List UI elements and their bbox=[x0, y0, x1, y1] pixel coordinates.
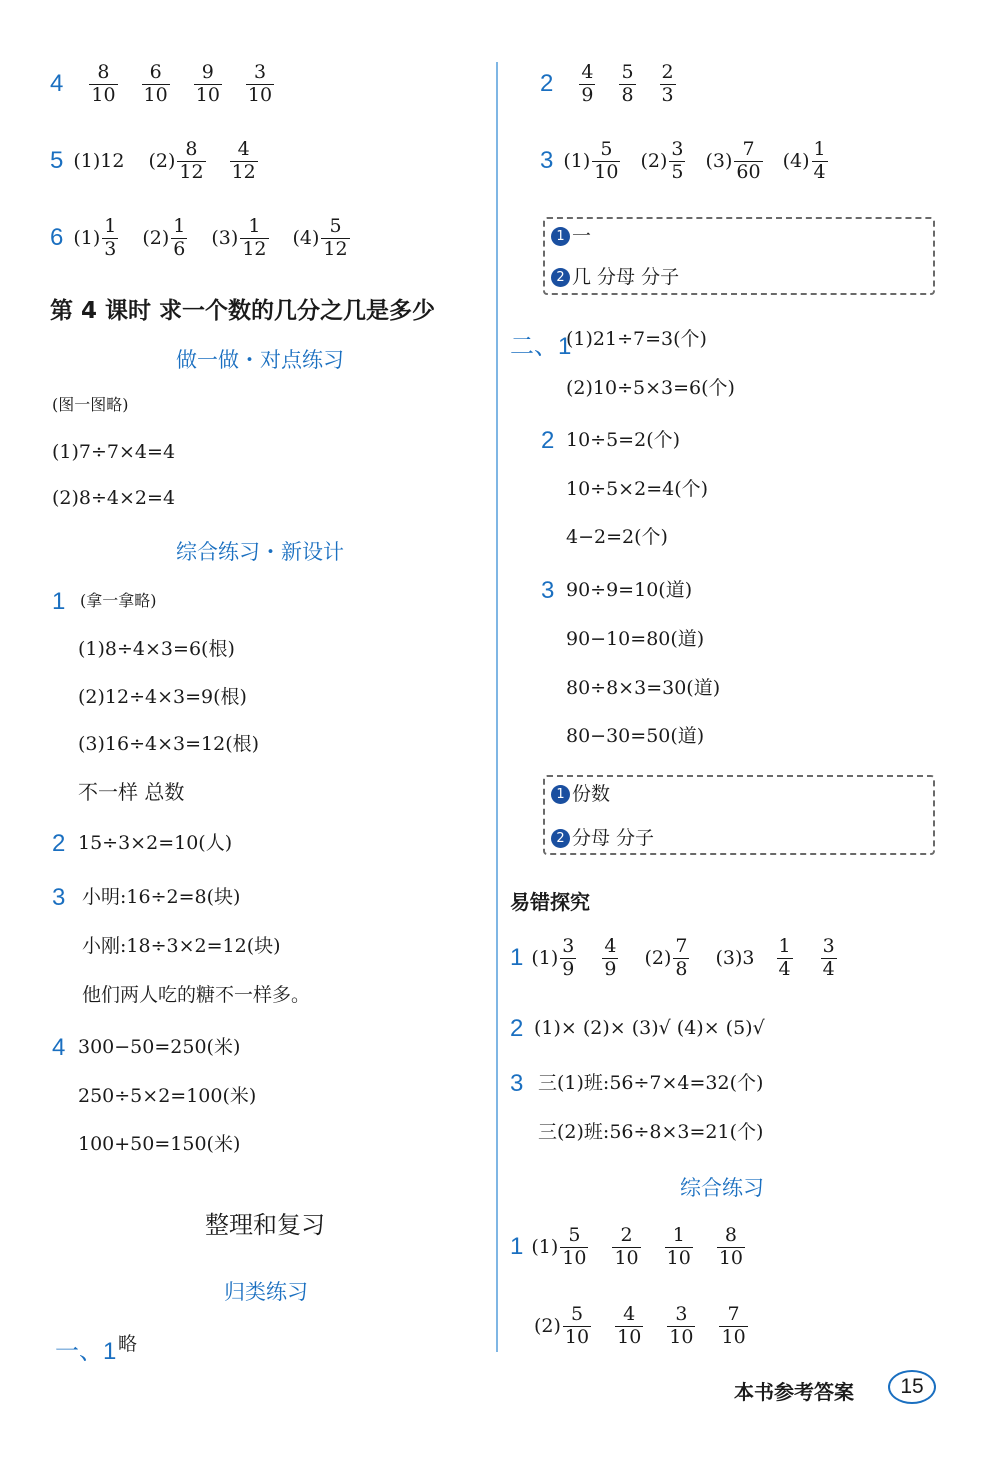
fraction: $\frac{8}{12}$ bbox=[179, 138, 204, 183]
fraction: $\frac{6}{10}$ bbox=[143, 61, 168, 106]
fraction: $\frac{1}{3}$ bbox=[104, 215, 117, 260]
fraction: $\frac{5}{12}$ bbox=[323, 215, 348, 260]
answer-text: (1)7÷7×4=4 bbox=[52, 441, 176, 463]
answer-text: 略 bbox=[118, 1333, 138, 1355]
review-title: 整理和复习 bbox=[205, 1211, 325, 1239]
answer-label: (1) bbox=[563, 149, 591, 172]
answer-label: (3) bbox=[705, 149, 733, 172]
answer-label: (1) bbox=[531, 946, 559, 969]
answer-label: (4) bbox=[292, 226, 320, 249]
fraction: $\frac{5}{10}$ bbox=[594, 138, 619, 183]
answer-text: (1)8÷4×3=6(根) bbox=[78, 638, 235, 660]
fraction: $\frac{2}{10}$ bbox=[614, 1224, 639, 1269]
error-q1 bbox=[510, 936, 849, 981]
tip-line bbox=[551, 227, 591, 246]
fraction: $\frac{1}{6}$ bbox=[173, 215, 186, 260]
answer-text: (2)12÷4×3=9(根) bbox=[78, 686, 247, 708]
answer-text: 80÷8×3=30(道) bbox=[566, 677, 721, 699]
question-number: 3 bbox=[510, 1070, 524, 1097]
answer-text: (2)8÷4×2=4 bbox=[52, 487, 176, 509]
question-number: 2 bbox=[52, 830, 66, 857]
fraction: $\frac{7}{8}$ bbox=[675, 935, 688, 980]
answer-label: (4) bbox=[782, 149, 810, 172]
answer-text: 10÷5×2=4(个) bbox=[566, 478, 709, 500]
fraction: $\frac{7}{10}$ bbox=[721, 1303, 746, 1348]
answer-label: (3) bbox=[211, 226, 239, 249]
answer-text: 三(2)班:56÷8×3=21(个) bbox=[538, 1121, 764, 1143]
answer-label: (2) bbox=[644, 946, 672, 969]
question-number: 1 bbox=[510, 944, 524, 972]
answer-text: (1)× (2)× (3)√ (4)× (5)√ bbox=[534, 1017, 765, 1039]
left-q6 bbox=[50, 216, 352, 261]
right-q2 bbox=[540, 62, 688, 107]
fraction: $\frac{3}{5}$ bbox=[671, 138, 684, 183]
question-number: 5 bbox=[50, 147, 64, 175]
answer-text: 不一样 总数 bbox=[78, 780, 185, 804]
answer-text: 4−2=2(个) bbox=[566, 526, 668, 548]
answer-text: (3)16÷4×3=12(根) bbox=[78, 733, 260, 755]
left-q5 bbox=[50, 139, 270, 184]
right-q3 bbox=[540, 139, 830, 184]
comp-q1-a bbox=[510, 1225, 757, 1270]
answer-text: 小刚:18÷3×2=12(块) bbox=[82, 935, 281, 957]
question-number: 3 bbox=[541, 577, 555, 604]
fraction: $\frac{5}{10}$ bbox=[562, 1224, 587, 1269]
section-heading: 归类练习 bbox=[224, 1280, 308, 1304]
bullet-1-icon: 1 bbox=[551, 227, 570, 246]
tip-text: 份数 bbox=[572, 783, 611, 805]
answer-text: 100+50=150(米) bbox=[78, 1133, 241, 1155]
answer-text: 90÷9=10(道) bbox=[566, 579, 693, 601]
tip-text: 几 分母 分子 bbox=[572, 266, 680, 288]
question-number: 4 bbox=[52, 1034, 66, 1061]
left-q4 bbox=[50, 62, 286, 107]
answer-text: 80−30=50(道) bbox=[566, 725, 705, 747]
fraction: $\frac{3}{10}$ bbox=[669, 1303, 694, 1348]
footer-label: 本书参考答案 bbox=[734, 1380, 854, 1404]
question-number: 二、1 bbox=[510, 333, 572, 360]
fraction: $\frac{3}{4}$ bbox=[822, 935, 835, 980]
answer-label: (2) bbox=[148, 149, 176, 172]
answer-text: 三(1)班:56÷7×4=32(个) bbox=[538, 1072, 764, 1094]
answer-text: 90−10=80(道) bbox=[566, 628, 705, 650]
bullet-2-icon: 2 bbox=[551, 268, 570, 287]
fraction: $\frac{2}{3}$ bbox=[661, 61, 674, 106]
answer-text: 他们两人吃的糖不一样多。 bbox=[82, 984, 311, 1006]
page-number: 15 bbox=[888, 1370, 936, 1404]
fraction: $\frac{4}{10}$ bbox=[617, 1303, 642, 1348]
question-number: 1 bbox=[52, 588, 66, 615]
tip-text: 一 bbox=[572, 225, 592, 247]
answer-label: (2) bbox=[142, 226, 170, 249]
answer-label: (1) bbox=[531, 1235, 559, 1258]
fraction: $\frac{1}{12}$ bbox=[242, 215, 267, 260]
fraction: $\frac{3}{9}$ bbox=[562, 935, 575, 980]
lesson-title: 第 4 课时 求一个数的几分之几是多少 bbox=[50, 298, 436, 324]
fraction: $\frac{1}{4}$ bbox=[778, 935, 791, 980]
answer-text: (拿一拿略) bbox=[80, 591, 157, 610]
bullet-1-icon: 1 bbox=[551, 785, 570, 804]
answer-text: (2)10÷5×3=6(个) bbox=[566, 377, 735, 399]
tip-box bbox=[543, 775, 935, 855]
comp-q1-b bbox=[534, 1304, 760, 1349]
answer-label: (3)3 bbox=[715, 946, 755, 969]
answer-text: 15÷3×2=10(人) bbox=[78, 832, 233, 854]
fraction: $\frac{5}{10}$ bbox=[564, 1303, 590, 1348]
question-number: 4 bbox=[50, 70, 64, 98]
answer-text: (1)21÷7=3(个) bbox=[566, 328, 707, 350]
answer-text: 250÷5×2=100(米) bbox=[78, 1085, 257, 1107]
answer-label: (2) bbox=[534, 1314, 561, 1337]
question-number: 6 bbox=[50, 224, 64, 252]
answer-text: (图一图略) bbox=[52, 395, 129, 414]
question-number: 一、1 bbox=[55, 1338, 117, 1365]
error-title: 易错探究 bbox=[510, 890, 590, 914]
question-number: 3 bbox=[540, 147, 554, 175]
answer-label: (1) bbox=[73, 226, 101, 249]
section-heading: 综合练习 bbox=[680, 1176, 764, 1200]
fraction: $\frac{3}{10}$ bbox=[247, 61, 273, 106]
tip-line bbox=[551, 268, 679, 287]
fraction: $\frac{9}{10}$ bbox=[195, 61, 220, 106]
answer-text: 300−50=250(米) bbox=[78, 1036, 241, 1058]
tip-line bbox=[551, 829, 654, 848]
tip-text: 分母 分子 bbox=[572, 827, 655, 849]
fraction: $\frac{1}{4}$ bbox=[813, 138, 826, 183]
column-divider bbox=[496, 62, 498, 1352]
question-number: 3 bbox=[52, 884, 66, 911]
fraction: $\frac{8}{10}$ bbox=[718, 1224, 744, 1269]
question-number: 1 bbox=[510, 1233, 524, 1261]
fraction: $\frac{8}{10}$ bbox=[91, 61, 116, 106]
answer-text: (1)12 bbox=[73, 149, 125, 172]
tip-line bbox=[551, 785, 610, 804]
question-number: 2 bbox=[510, 1015, 524, 1042]
fraction: $\frac{4}{12}$ bbox=[231, 138, 256, 183]
fraction: $\frac{7}{60}$ bbox=[736, 138, 761, 183]
answer-label: (2) bbox=[640, 149, 668, 172]
section-heading: 做一做・对点练习 bbox=[176, 348, 344, 372]
fraction: $\frac{1}{10}$ bbox=[666, 1224, 691, 1269]
section-heading: 综合练习・新设计 bbox=[176, 540, 344, 564]
question-number: 2 bbox=[540, 70, 554, 98]
tip-box bbox=[543, 217, 935, 295]
question-number: 2 bbox=[541, 427, 555, 454]
fraction: $\frac{5}{8}$ bbox=[621, 61, 634, 106]
fraction: $\frac{4}{9}$ bbox=[581, 61, 594, 106]
answer-text: 小明:16÷2=8(块) bbox=[82, 886, 241, 908]
answer-text: 10÷5=2(个) bbox=[566, 429, 681, 451]
bullet-2-icon: 2 bbox=[551, 829, 570, 848]
fraction: $\frac{4}{9}$ bbox=[604, 935, 617, 980]
